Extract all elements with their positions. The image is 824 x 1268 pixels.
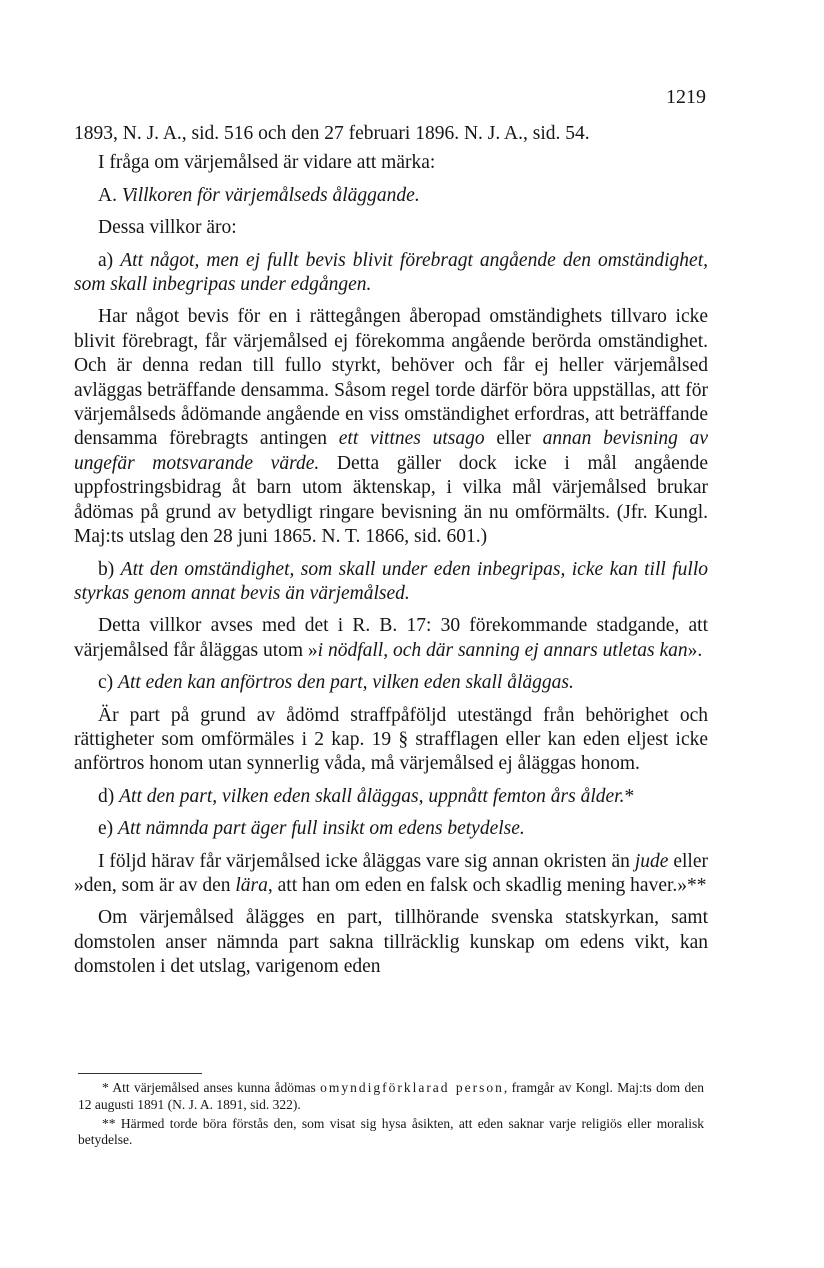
text-run: Dessa villkor äro: bbox=[98, 217, 237, 239]
text-run: d) bbox=[98, 785, 120, 807]
condition-heading bbox=[74, 249, 708, 298]
paragraph bbox=[74, 614, 708, 663]
condition-heading bbox=[74, 558, 708, 607]
condition-heading bbox=[74, 671, 708, 695]
text-run: , att han om eden en falsk och skadlig mening haver.»** bbox=[267, 874, 707, 896]
emphasis-text: lära bbox=[235, 874, 268, 896]
section-heading bbox=[74, 184, 708, 208]
emphasis-text: i nödfall, och där sanning ej annars utletas kan bbox=[317, 639, 688, 661]
page-number: 1219 bbox=[666, 86, 706, 108]
spaced-text: omyndigförklarad person bbox=[320, 1080, 504, 1095]
paragraph bbox=[74, 216, 708, 240]
text-run: , framgår av Kongl. Maj:ts dom den 12 augusti 1891 (N. J. A. 1891, sid. 322). bbox=[78, 1080, 704, 1112]
text-run: * bbox=[624, 785, 635, 807]
emphasis-text: ett vittnes utsago bbox=[338, 428, 485, 450]
emphasis-text: Villkoren för värjemålseds åläggande. bbox=[121, 184, 420, 206]
text-run: c) bbox=[98, 672, 119, 694]
text-run: e) bbox=[98, 818, 119, 840]
text-run: Om värjemålsed ålägges en part, tillhörande svenska statskyrkan, samt domstolen anser nämnda part sakna tillräcklig kunskap om edens vikt, kan domstolen i det utslag, varigenom eden bbox=[74, 907, 708, 978]
paragraph bbox=[74, 305, 708, 549]
condition-heading bbox=[74, 785, 708, 809]
text-run: A. bbox=[98, 184, 122, 206]
paragraph bbox=[74, 850, 708, 899]
paragraph bbox=[74, 704, 708, 777]
footnote-rule bbox=[78, 1073, 202, 1074]
text-run: eller bbox=[484, 428, 543, 450]
text-run: I följd härav får värjemålsed icke åläggas vare sig annan okristen än bbox=[98, 850, 635, 872]
emphasis-text: Att den part, vilken eden skall åläggas, uppnått femton års ålder. bbox=[119, 785, 625, 807]
emphasis-text: Att den omständighet, som skall under eden inbegripas, icke kan till fullo styrkas genom annat bevis än värjemålsed. bbox=[74, 558, 708, 604]
paragraph bbox=[74, 906, 708, 979]
text-run: ** Härmed torde böra förstås den, som visat sig hysa åsikten, att eden saknar varje religiös eller moralisk betydelse. bbox=[78, 1115, 704, 1148]
footnotes bbox=[78, 1080, 704, 1151]
text-run: ». bbox=[687, 639, 703, 661]
text-run: * Att värjemålsed anses kunna ådömas bbox=[102, 1080, 321, 1095]
text-run: Har något bevis för en i rättegången åberopad omständighets tillvaro icke blivit förebragt, får värjemålsed ej förekomma angående berörda omständighet. Och är denna redan till fullo styrkt, behöver och får ej heller värjemålsed avläggas beträffande densamma. Såsom regel torde därför böra uppställas, att för värjemålseds ådömande angående en viss omständighet erfordras, att beträffande densamma förebragts antingen bbox=[74, 306, 708, 450]
text-run: Detta gäller dock icke i mål angående uppfostringsbidrag åt barn utom äktenskap, i vilka mål värjemålsed brukar ådömas på grund av betydligt ringare bevisning än nu omförmälts. (Jfr. Kungl. Maj:ts utslag den 28 juni 1865. N. T. 1866, sid. 601.) bbox=[74, 452, 708, 548]
emphasis-text: Att nämnda part äger full insikt om edens betydelse. bbox=[118, 818, 525, 840]
text-run: b) bbox=[98, 558, 121, 580]
emphasis-text: Att eden kan anförtros den part, vilken eden skall åläggas. bbox=[118, 672, 574, 694]
emphasis-text: jude bbox=[634, 850, 669, 872]
text-run: a) bbox=[98, 249, 121, 271]
condition-heading bbox=[74, 817, 708, 841]
text-run: I fråga om värjemålsed är vidare att märka: bbox=[98, 152, 436, 174]
text-run: 1893, N. J. A., sid. 516 och den 27 februari 1896. N. J. A., sid. 54. bbox=[74, 123, 590, 144]
footnote bbox=[78, 1116, 704, 1150]
text-run: eller »den, som är av den bbox=[74, 850, 709, 896]
text-run: Detta villkor avses med det i R. B. 17: 30 förekommande stadgande, att värjemålsed får åläggas utom » bbox=[74, 615, 708, 661]
emphasis-text: annan bevisning av ungefär motsvarande värde. bbox=[74, 428, 708, 474]
paragraph bbox=[74, 151, 708, 175]
footnote bbox=[78, 1080, 704, 1114]
body-text bbox=[74, 122, 708, 988]
text-run: Är part på grund av ådömd straffpåföljd utestängd från behörighet och rättigheter som omförmäles i 2 kap. 19 § strafflagen eller kan eden eljest icke anförtros honom utan synnerlig våda, må värjemålsed ej åläggas honom. bbox=[74, 704, 708, 775]
emphasis-text: Att något, men ej fullt bevis blivit förebragt angående den omständighet, som skall inbegripas under edgången. bbox=[74, 249, 708, 296]
paragraph bbox=[74, 122, 708, 146]
